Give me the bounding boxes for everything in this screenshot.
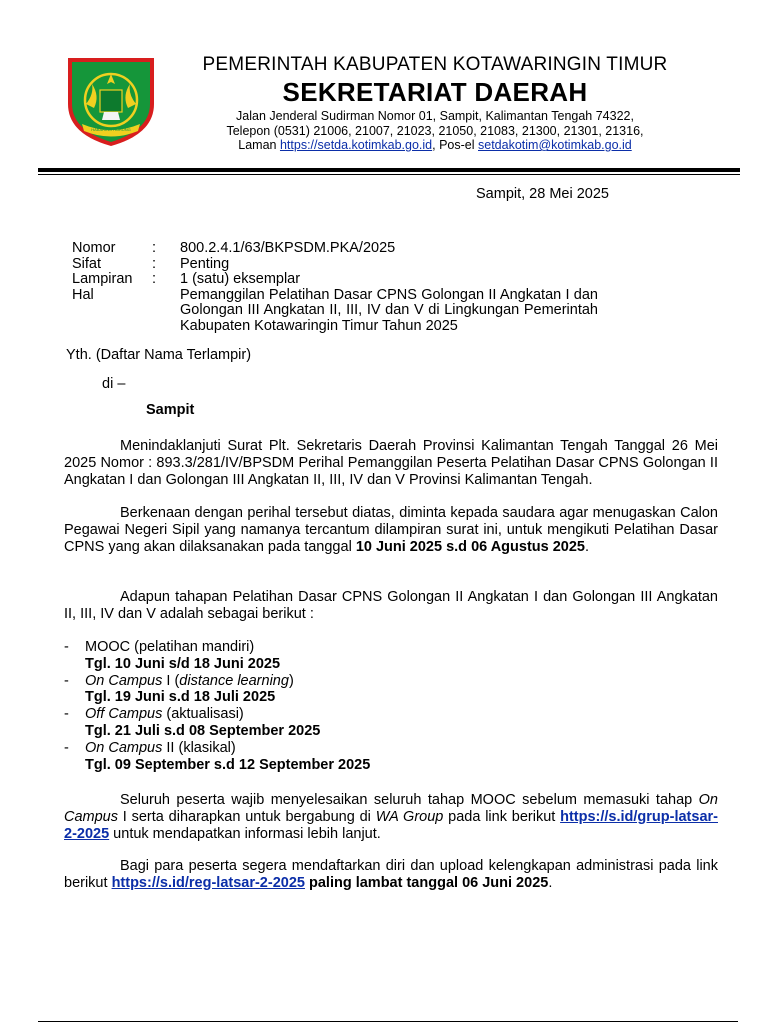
meta-label: Sifat xyxy=(72,255,102,272)
stage-date: Tgl. 21 Juli s.d 08 September 2025 xyxy=(85,722,321,739)
list-dash: - xyxy=(64,639,69,655)
meta-label: Nomor xyxy=(72,240,116,256)
logo-motto: HABARING HURUNG xyxy=(91,127,131,132)
list-item xyxy=(64,639,718,673)
meta-value: Penting xyxy=(180,255,230,272)
stage-name: Off Campus (aktualisasi) xyxy=(85,706,244,723)
registration-deadline: paling lambat tanggal 06 Juni 2025 xyxy=(304,874,549,891)
training-period: 10 Juni 2025 s.d 06 Agustus 2025 xyxy=(355,538,585,555)
list-item xyxy=(64,706,718,740)
paragraph-4: Seluruh peserta wajib menyelesaikan seluruh tahap MOOC sebelum memasuki tahap On Campus I serta diharapkan untuk bergabung di WA Group pada link berikut https://s.id/grup-latsar-2-2025 untuk mendapatkan informasi lebih lanjut. xyxy=(64,792,718,842)
meta-separator: : xyxy=(152,255,157,272)
list-dash: - xyxy=(64,672,69,689)
wa-group-link[interactable]: https://s.id/grup-latsar-2-2025 xyxy=(64,808,718,842)
meta-value: 800.2.4.1/63/BKPSDM.PKA/2025 xyxy=(180,240,396,256)
letterhead-rule-thin xyxy=(38,174,740,175)
list-item xyxy=(64,740,718,774)
letterhead-phone: Telepon (0531) 21006, 21007, 21023, 21050, 21083, 21300, 21301, 21316, xyxy=(226,123,644,138)
letterhead-government: PEMERINTAH KABUPATEN KOTAWARINGIN TIMUR xyxy=(202,54,668,75)
letterhead-rule-thick xyxy=(38,168,740,172)
stage-date: Tgl. 10 Juni s/d 18 Juni 2025 xyxy=(85,655,281,672)
list-dash: - xyxy=(64,706,69,723)
page-bottom-rule xyxy=(38,1021,738,1022)
list-dash: - xyxy=(64,739,69,756)
addressee: Yth. (Daftar Nama Terlampir) xyxy=(66,347,252,363)
addressee-di: di – xyxy=(102,376,126,392)
stage-date: Tgl. 19 Juni s.d 18 Juli 2025 xyxy=(85,689,276,706)
stage-name: On Campus I (distance learning) xyxy=(85,672,294,689)
website-label: Laman xyxy=(238,138,280,153)
meta-label: Lampiran xyxy=(72,271,133,288)
stage-date: Tgl. 09 September s.d 12 September 2025 xyxy=(85,756,371,773)
letterhead-web-email xyxy=(175,138,695,153)
paragraph-1: Menindaklanjuti Surat Plt. Sekretaris Daerah Provinsi Kalimantan Tengah Tanggal 26 Mei 2025 Nomor : 893.3/281/IV/BPSDM Perihal Pemanggilan Peserta Pelatihan Dasar CPNS Golongan II Angkatan I dan Golongan III Angkatan II, III, IV dan V Provinsi Kalimantan Tengah. xyxy=(64,438,718,488)
letterhead-address: Jalan Jenderal Sudirman Nomor 01, Sampit, Kalimantan Tengah 74322, xyxy=(236,109,634,123)
stage-name: On Campus II (klasikal) xyxy=(85,739,236,756)
stages-list xyxy=(64,639,718,773)
website-link[interactable]: https://setda.kotimkab.go.id xyxy=(279,138,433,153)
meta-label: Hal xyxy=(72,286,94,303)
email-label: , Pos-el xyxy=(432,138,478,153)
stage-name: MOOC (pelatihan mandiri) xyxy=(85,639,255,655)
kotim-logo xyxy=(64,54,158,148)
meta-value: 1 (satu) eksemplar xyxy=(180,271,301,288)
paragraph-3: Adapun tahapan Pelatihan Dasar CPNS Golongan II Angkatan I dan Golongan III Angkatan II, III, IV dan V adalah sebagai berikut : xyxy=(64,589,718,622)
meta-separator: : xyxy=(152,271,157,288)
paragraph-2-text: Berkenaan dengan perihal tersebut diatas, diminta kepada saudara agar menugaskan Calon Pegawai Negeri Sipil yang namanya tercantum dilampiran surat ini, untuk mengikuti Pelatihan Dasar CPNS yang akan dilaksanakan pada tanggal xyxy=(64,505,718,555)
letterhead-contact xyxy=(175,109,695,153)
meta-separator: : xyxy=(152,240,157,256)
paragraph-2-end: . xyxy=(584,538,590,555)
letterhead-office: SEKRETARIAT DAERAH xyxy=(282,77,588,107)
addressee-place: Sampit xyxy=(146,402,195,418)
paragraph-2 xyxy=(64,505,718,555)
meta-subject: Pemanggilan Pelatihan Dasar CPNS Golongan II Angkatan I dan Golongan III Angkatan II, III, IV dan V di Lingkungan Pemerintah Kabupaten Kotawaringin Timur Tahun 2025 xyxy=(180,286,598,334)
list-item xyxy=(64,673,718,707)
registration-link[interactable]: https://s.id/reg-latsar-2-2025 xyxy=(111,874,305,891)
paragraph-5: Bagi para peserta segera mendaftarkan diri dan upload kelengkapan administrasi pada link berikut https://s.id/reg-latsar-2-2025 paling lambat tanggal 06 Juni 2025. xyxy=(64,858,718,891)
email-link[interactable]: setdakotim@kotimkab.go.id xyxy=(478,138,632,153)
letter-date: Sampit, 28 Mei 2025 xyxy=(476,186,609,202)
